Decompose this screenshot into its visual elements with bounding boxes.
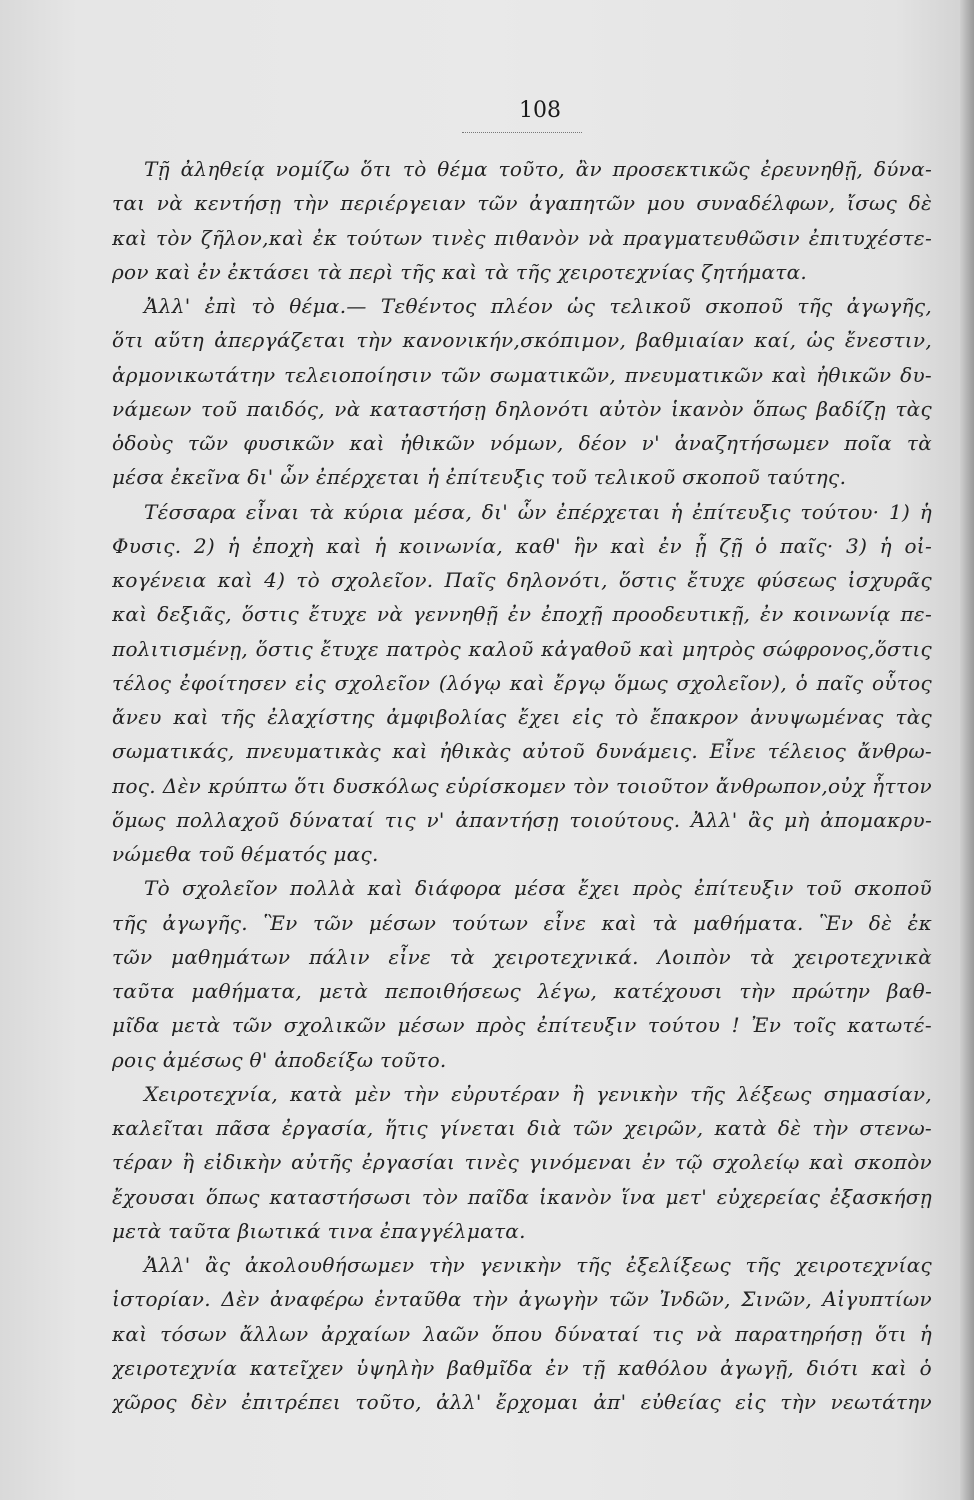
text-line: μετὰ ταῦτα βιωτικά τινα ἐπαγγέλματα. [112, 1218, 526, 1243]
page-number: 108 [519, 98, 561, 123]
text-line: Ἀλλ' ἐπὶ τὸ θέμα.— Τεθέντος πλέον ὡς τελικοῦ σκοποῦ τῆς ἀγωγῆς, [144, 294, 932, 318]
text-line: πολιτισμένῃ, ὅστις ἔτυχε πατρὸς καλοῦ κἀγαθοῦ καὶ μητρὸς σώφρονος,ὅστις [112, 636, 932, 661]
text-line: μῖδα μετὰ τῶν σχολικῶν μέσων πρὸς ἐπίτευξιν τούτου ! Ἐν τοῖς κατωτέ- [112, 1013, 932, 1038]
text-line: καὶ τὸν ζῆλον,καὶ ἐκ τούτων τινὲς πιθανὸν νὰ πραγματευθῶσιν ἐπιτυχέστε- [112, 225, 932, 250]
text-line: πος. Δὲν κρύπτω ὅτι δυσκόλως εὑρίσκομεν τὸν τοιοῦτον ἄνθρωπον,οὐχ ἧττον [112, 773, 932, 798]
text-line: τῆς ἀγωγῆς. Ἓν τῶν μέσων τούτων εἶνε καὶ τὰ μαθήματα. Ἓν δὲ ἐκ [112, 910, 932, 935]
text-line: Φυσις. 2) ἡ ἐποχὴ καὶ ἡ κοινωνία, καθ' ἣν καὶ ἐν ᾗ ζῇ ὁ παῖς· 3) ἡ οἰ- [112, 533, 932, 558]
text-line: ταῦτα μαθήματα, μετὰ πεποιθήσεως λέγω, κατέχουσι τὴν πρώτην βαθ- [112, 979, 932, 1003]
text-line: ὅμως πολλαχοῦ δύναταί τις ν' ἀπαντήσῃ τοιούτους. Ἀλλ' ἂς μὴ ἀπομακρυ- [112, 807, 932, 832]
text-line: μέσα ἐκεῖνα δι' ὧν ἐπέρχεται ἡ ἐπίτευξις τοῦ τελικοῦ σκοποῦ ταύτης. [112, 465, 847, 490]
text-line: ἁρμονικωτάτην τελειοποίησιν τῶν σωματικῶν, πνευματικῶν καὶ ἠθικῶν δυ- [112, 362, 932, 387]
text-line: τέραν ἢ εἰδικὴν αὐτῆς ἐργασίαι τινὲς γινόμεναι ἐν τῷ σχολείῳ καὶ σκοπὸν [112, 1150, 932, 1175]
text-line: ρον καὶ ἐν ἐκτάσει τὰ περὶ τῆς καὶ τὰ τῆς χειροτεχνίας ζητήματα. [112, 259, 808, 284]
text-line: Τὸ σχολεῖον πολλὰ καὶ διάφορα μέσα ἔχει πρὸς ἐπίτευξιν τοῦ σκοποῦ [144, 876, 932, 901]
text-line: χῶρος δὲν ἐπιτρέπει τοῦτο, ἀλλ' ἔρχομαι ἀπ' εὐθείας εἰς τὴν νεωτάτην [112, 1390, 932, 1414]
text-line: καλεῖται πᾶσα ἐργασία, ἥτις γίνεται διὰ τῶν χειρῶν, κατὰ δὲ τὴν στενω- [112, 1116, 932, 1140]
text-line: ἄνευ καὶ τῆς ἐλαχίστης ἀμφιβολίας ἔχει εἰς τὸ ἔπακρον ἀνυψωμένας τὰς [112, 705, 932, 729]
body-text [112, 152, 932, 1419]
text-line: νάμεων τοῦ παιδός, νὰ καταστήσῃ δηλονότι αὐτὸν ἱκανὸν ὅπως βαδίζῃ τὰς [112, 396, 932, 421]
text-line: ὅτι αὕτη ἀπεργάζεται τὴν κανονικήν,σκόπιμον, βαθμιαίαν καί, ὡς ἔνεστιν, [112, 328, 932, 353]
text-line: Χειροτεχνία, κατὰ μὲν τὴν εὐρυτέραν ἢ γενικὴν τῆς λέξεως σημασίαν, [144, 1081, 932, 1106]
text-line: ροις ἀμέσως θ' ἀποδείξω τοῦτο. [112, 1047, 447, 1072]
text-line: τέλος ἐφοίτησεν εἰς σχολεῖον (λόγῳ καὶ ἔργῳ ὅμως σχολεῖον), ὁ παῖς οὗτος [112, 670, 932, 695]
text-line: Τέσσαρα εἶναι τὰ κύρια μέσα, δι' ὧν ἐπέρχεται ἡ ἐπίτευξις τούτου· 1) ἡ [144, 499, 932, 524]
text-line: Τῇ ἀληθείᾳ νομίζω ὅτι τὸ θέμα τοῦτο, ἂν προσεκτικῶς ἐρευνηθῇ, δύνα- [144, 157, 932, 181]
text-line: χειροτεχνία κατεῖχεν ὑψηλὴν βαθμῖδα ἐν τῇ καθόλου ἀγωγῇ, διότι καὶ ὁ [112, 1355, 932, 1380]
text-line: ται νὰ κεντήσῃ τὴν περιέργειαν τῶν ἀγαπητῶν μου συναδέλφων, ἴσως δὲ [112, 191, 932, 216]
text-line: ἱστορίαν. Δὲν ἀναφέρω ἐνταῦθα τὴν ἀγωγὴν τῶν Ἰνδῶν, Σινῶν, Αἰγυπτίων [112, 1287, 932, 1312]
page-edge-shadow [960, 0, 974, 1500]
text-line: νώμεθα τοῦ θέματός μας. [112, 842, 379, 866]
text-line: καὶ δεξιᾶς, ὅστις ἔτυχε νὰ γεννηθῇ ἐν ἐποχῇ προοδευτικῇ, ἐν κοινωνίᾳ πε- [112, 602, 932, 627]
text-line: κογένεια καὶ 4) τὸ σχολεῖον. Παῖς δηλονότι, ὅστις ἔτυχε φύσεως ἰσχυρᾶς [112, 568, 932, 592]
text-line: σωματικάς, πνευματικὰς καὶ ἠθικὰς αὐτοῦ δυνάμεις. Εἶνε τέλειος ἄνθρω- [112, 739, 932, 764]
text-line: ἔχουσαι ὅπως καταστήσωσι τὸν παῖδα ἱκανὸν ἵνα μετ' εὐχερείας ἐξασκήσῃ [112, 1184, 932, 1209]
text-line: ὁδοὺς τῶν φυσικῶν καὶ ἠθικῶν νόμων, δέον ν' ἀναζητήσωμεν ποῖα τὰ [112, 431, 932, 455]
header-rule [462, 132, 582, 133]
text-line: τῶν μαθημάτων πάλιν εἶνε τὰ χειροτεχνικά. Λοιπὸν τὰ χειροτεχνικὰ [112, 944, 932, 969]
text-line: καὶ τόσων ἄλλων ἀρχαίων λαῶν ὅπου δύναταί τις νὰ παρατηρήσῃ ὅτι ἡ [112, 1321, 932, 1346]
text-line: Ἀλλ' ἂς ἀκολουθήσωμεν τὴν γενικὴν τῆς ἐξελίξεως τῆς χειροτεχνίας [144, 1253, 932, 1277]
